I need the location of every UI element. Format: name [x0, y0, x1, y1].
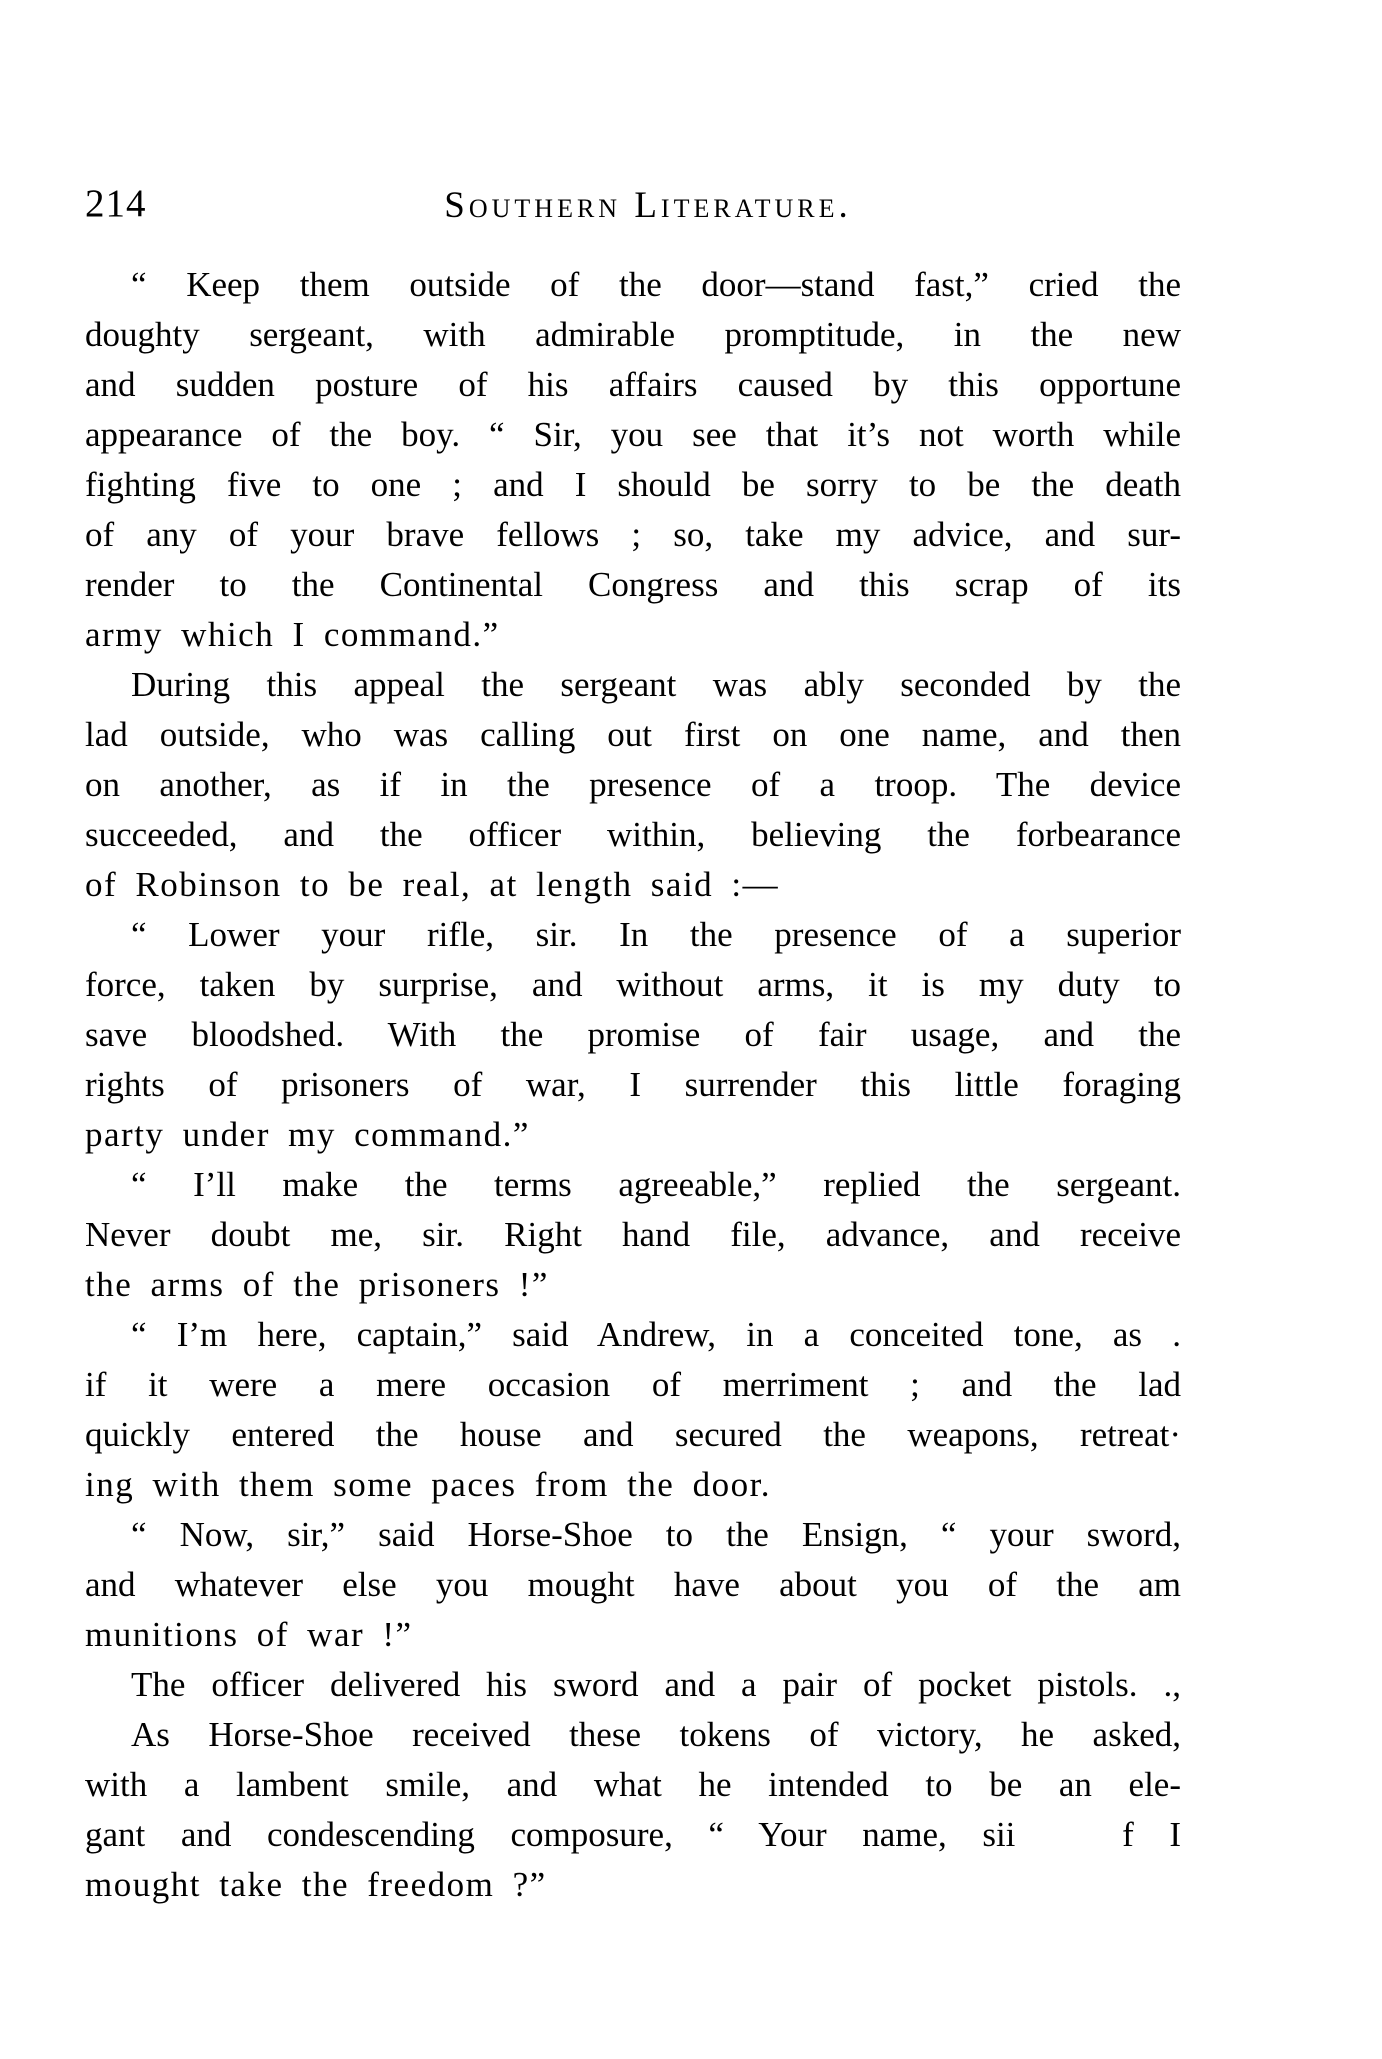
text-line: Never doubt me, sir. Right hand file, advance, and receive: [85, 1215, 1181, 1254]
running-title: Southern Literature.: [444, 185, 852, 226]
text-line: ing with them some paces from the door.: [85, 1465, 772, 1504]
text-line: and sudden posture of his affairs caused by this opportune: [85, 365, 1181, 404]
text-line: “ Keep them outside of the door—stand fast,” cried the: [131, 265, 1181, 304]
text-line: doughty sergeant, with admirable promptitude, in the new: [85, 315, 1181, 354]
text-line: render to the Continental Congress and this scrap of its: [85, 565, 1181, 604]
text-line: “ Lower your rifle, sir. In the presence of a superior: [131, 915, 1181, 954]
text-line: munitions of war !”: [85, 1615, 413, 1654]
text-line: army which I command.”: [85, 615, 500, 654]
text-line: “ I’ll make the terms agreeable,” replied the sergeant.: [131, 1165, 1181, 1204]
text-line: of Robinson to be real, at length said :—: [85, 865, 780, 904]
text-line: The officer delivered his sword and a pair of pocket pistols. .,: [131, 1665, 1181, 1704]
text-line: “ I’m here, captain,” said Andrew, in a conceited tone, as .: [131, 1315, 1181, 1354]
text-line: lad outside, who was calling out first on one name, and then: [85, 715, 1181, 754]
body-text: [85, 260, 1181, 1910]
text-line: and whatever else you mought have about you of the am: [85, 1565, 1181, 1604]
text-line: As Horse-Shoe received these tokens of victory, he asked,: [131, 1715, 1181, 1754]
text-line: gant and condescending composure, “ Your name, sii f I: [85, 1815, 1181, 1854]
text-line: party under my command.”: [85, 1115, 530, 1154]
text-line: quickly entered the house and secured the weapons, retreat·: [85, 1415, 1181, 1454]
text-line: fighting five to one ; and I should be sorry to be the death: [85, 465, 1181, 504]
text-line: rights of prisoners of war, I surrender this little foraging: [85, 1065, 1181, 1104]
text-line: During this appeal the sergeant was ably seconded by the: [131, 665, 1181, 704]
text-line: with a lambent smile, and what he intended to be an ele-: [85, 1765, 1181, 1804]
text-line: if it were a mere occasion of merriment ; and the lad: [85, 1365, 1181, 1404]
text-line: force, taken by surprise, and without arms, it is my duty to: [85, 965, 1181, 1004]
text-line: on another, as if in the presence of a troop. The device: [85, 765, 1181, 804]
text-line: of any of your brave fellows ; so, take my advice, and sur-: [85, 515, 1181, 554]
page-number: 214: [85, 182, 147, 225]
text-line: appearance of the boy. “ Sir, you see that it’s not worth while: [85, 415, 1181, 454]
text-line: “ Now, sir,” said Horse-Shoe to the Ensign, “ your sword,: [131, 1515, 1181, 1554]
text-line: save bloodshed. With the promise of fair usage, and the: [85, 1015, 1181, 1054]
text-line: succeeded, and the officer within, believing the forbearance: [85, 815, 1181, 854]
text-line: the arms of the prisoners !”: [85, 1265, 549, 1304]
text-line: mought take the freedom ?”: [85, 1865, 547, 1904]
